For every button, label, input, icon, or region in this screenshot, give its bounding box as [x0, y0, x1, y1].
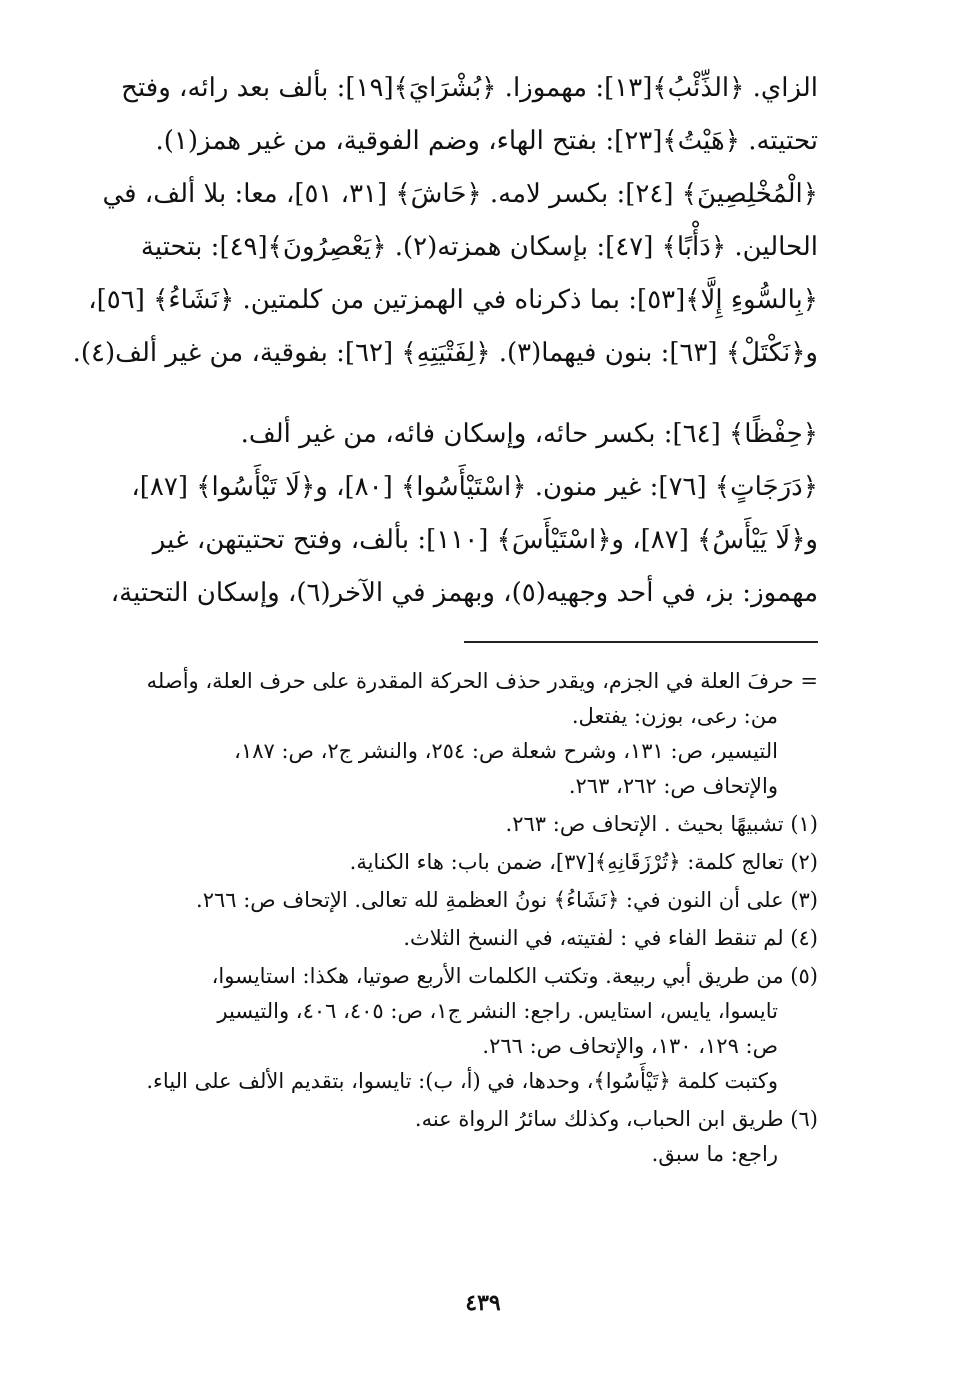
text-line: الحالين. ﴿دَأْبًا﴾ [٤٧]: بإسكان همزته(٢). ﴿يَعْصِرُونَ﴾[٤٩]: بتحتية: [140, 232, 818, 262]
footnote-2: (٢) تعالج كلمة: ﴿تُرْزَقَانِهِ﴾[٣٧]، ضمن باب: هاء الكناية.: [349, 850, 818, 874]
footnote-line: (٥) من طريق أبي ربيعة. وتكتب الكلمات الأربع صوتيا، هكذا: استايسوا،: [211, 964, 818, 988]
page-number: ٤٣٩: [465, 1290, 501, 1316]
footnote-line: ص: ١٢٩، ١٣٠، والإتحاف ص: ٢٦٦.: [482, 1034, 778, 1058]
paragraph-1: [72, 62, 818, 380]
footnote-line: التيسير، ص: ١٣١، وشرح شعلة ص: ٢٥٤، والنشر ج٢، ص: ١٨٧،: [234, 739, 778, 763]
text-line: ﴿بِالسُّوءِ إِلَّا﴾[٥٣]: بما ذكرناه في الهمزتين من كلمتين. ﴿نَشَاءُ﴾ [٥٦]،: [88, 285, 818, 315]
footnote-line: والإتحاف ص: ٢٦٢، ٢٦٣.: [568, 774, 778, 798]
footnotes: [100, 664, 818, 1172]
footnote-6: [100, 1102, 818, 1172]
text-line: مهموز: بز، في أحد وجهيه(٥)، وبهمز في الآخر(٦)، وإسكان التحتية،: [110, 578, 818, 608]
footnote-divider: [464, 641, 818, 643]
footnote-3: (٣) على أن النون في: ﴿نَشَاءُ﴾ نونُ العظمةِ لله تعالى. الإتحاف ص: ٢٦٦.: [196, 888, 818, 912]
footnote-5: [100, 959, 818, 1099]
main-text: [72, 62, 818, 620]
text-line: ﴿الْمُخْلِصِينَ﴾ [٢٤]: بكسر لامه. ﴿حَاشَ﴾ [٣١، ٥١]، معا: بلا ألف، في: [102, 179, 818, 209]
text-line: و﴿نَكْتَلْ﴾ [٦٣]: بنون فيهما(٣). ﴿لِفَتْيَتِهِ﴾ [٦٢]: بفوقية، من غير ألف(٤).: [72, 338, 818, 368]
paragraph-2: [100, 408, 818, 620]
text-line: الزاي. ﴿الذِّئْبُ﴾[١٣]: مهموزا. ﴿بُشْرَايَ﴾[١٩]: بألف بعد رائه، وفتح: [121, 73, 818, 103]
footnote-4: (٤) لم تنقط الفاء في : لفتيته، في النسخ الثلاث.: [403, 926, 818, 950]
footnote-line: من: رعى، بوزن: يفتعل.: [571, 704, 778, 728]
text-line: و﴿لَا يَيْأَسُ﴾ [٨٧]، و﴿اسْتَيْأَسَ﴾ [١١٠]: بألف، وفتح تحتيتهن، غير: [152, 525, 818, 555]
text-line: ﴿دَرَجَاتٍ﴾ [٧٦]: غير منون. ﴿اسْتَيْأَسُوا﴾ [٨٠]، و﴿لَا تَيْأَسُوا﴾ [٨٧]،: [131, 472, 818, 502]
footnote-1: (١) تشبيهًا بحيث . الإتحاف ص: ٢٦٣.: [505, 812, 818, 836]
footnote-line: تايسوا، يايس، استايس. راجع: النشر ج١، ص: ٤٠٥، ٤٠٦، والتيسير: [217, 999, 778, 1023]
footnote-continuation: [100, 664, 818, 804]
text-line: ﴿حِفْظًا﴾ [٦٤]: بكسر حائه، وإسكان فائه، من غير ألف.: [240, 419, 818, 449]
footnote-line: وكتبت كلمة ﴿تَيْأَسُوا﴾، وحدها، في (أ، ب): تايسوا، بتقديم الألف على الياء.: [146, 1069, 778, 1093]
text-line: تحتيته. ﴿هَيْتُ﴾[٢٣]: بفتح الهاء، وضم الفوقية، من غير همز(١).: [155, 126, 818, 156]
footnote-line: = حرفَ العلة في الجزم، ويقدر حذف الحركة المقدرة على حرف العلة، وأصله: [146, 669, 818, 693]
footnote-line: راجع: ما سبق.: [651, 1142, 778, 1166]
footnote-line: (٦) طريق ابن الحباب، وكذلك سائرُ الرواة عنه.: [414, 1107, 818, 1131]
